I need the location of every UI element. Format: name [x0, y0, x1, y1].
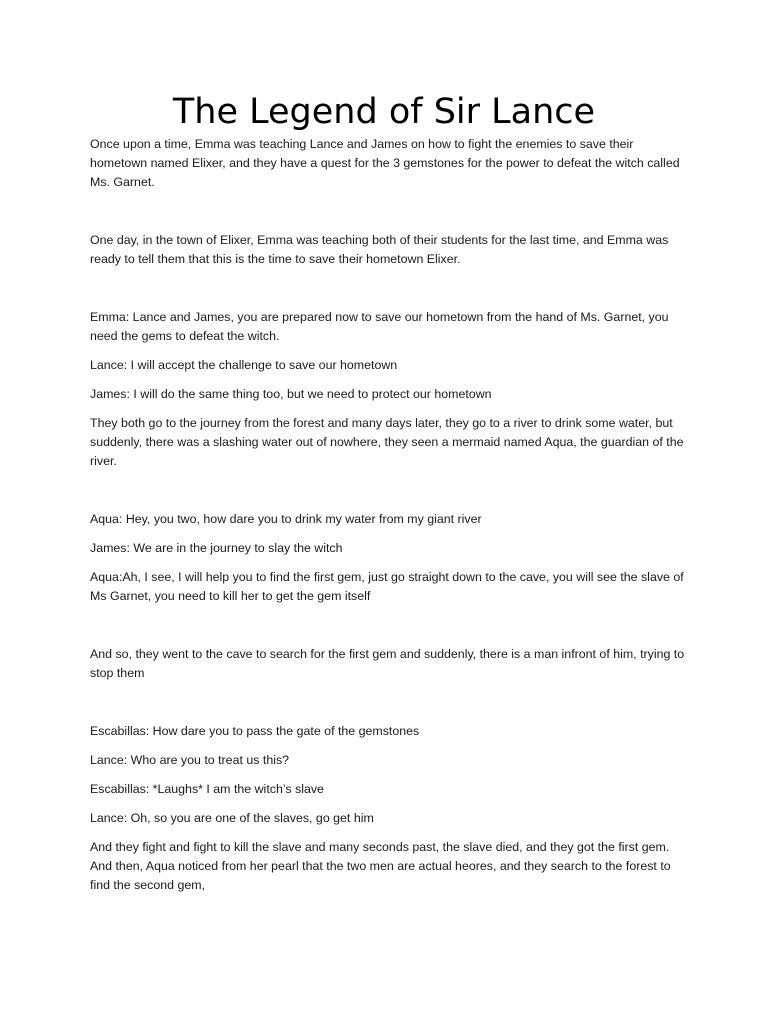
paragraph: Aqua: Hey, you two, how dare you to drink my water from my giant river	[90, 512, 482, 526]
paragraph: They both go to the journey from the forest and many days later, they go to a river to drink some water, but suddenly, there was a slashing water out of nowhere, they seen a mermaid named Aqua, the guardian of the river.	[90, 416, 684, 468]
paragraph: Lance: I will accept the challenge to save our hometown	[90, 358, 398, 372]
paragraph: Aqua:Ah, I see, I will help you to find the first gem, just go straight down to the cave, you will see the slave of Ms Garnet, you need to kill her to get the gem itself	[90, 570, 684, 603]
document-title: The Legend of Sir Lance	[172, 92, 596, 132]
paragraph: And so, they went to the cave to search for the first gem and suddenly, there is a man infront of him, trying to stop them	[90, 647, 685, 680]
paragraph: James: We are in the journey to slay the witch	[90, 541, 343, 555]
paragraph: Escabillas: *Laughs* I am the witch’s slave	[90, 782, 324, 796]
paragraph: Lance: Who are you to treat us this?	[90, 753, 290, 767]
paragraph: Escabillas: How dare you to pass the gate of the gemstones	[90, 724, 420, 738]
paragraph: One day, in the town of Elixer, Emma was teaching both of their students for the last time, and Emma was ready to tell them that this is the time to save their hometown Elixer.	[90, 233, 669, 266]
paragraph: Lance: Oh, so you are one of the slaves, go get him	[90, 811, 374, 825]
paragraph: James: I will do the same thing too, but we need to protect our hometown	[90, 387, 492, 401]
paragraph: Once upon a time, Emma was teaching Lance and James on how to fight the enemies to save their hometown named Elixer, and they have a quest for the 3 gemstones for the power to defeat the witch called Ms. Garnet.	[90, 137, 680, 189]
document-body	[90, 135, 686, 905]
paragraph: And they fight and fight to kill the slave and many seconds past, the slave died, and they got the first gem. And then, Aqua noticed from her pearl that the two men are actual heores, and they search to the forest to find the second gem,	[90, 840, 671, 892]
paragraph: Emma: Lance and James, you are prepared now to save our hometown from the hand of Ms. Garnet, you need the gems to defeat the witch.	[90, 310, 669, 343]
